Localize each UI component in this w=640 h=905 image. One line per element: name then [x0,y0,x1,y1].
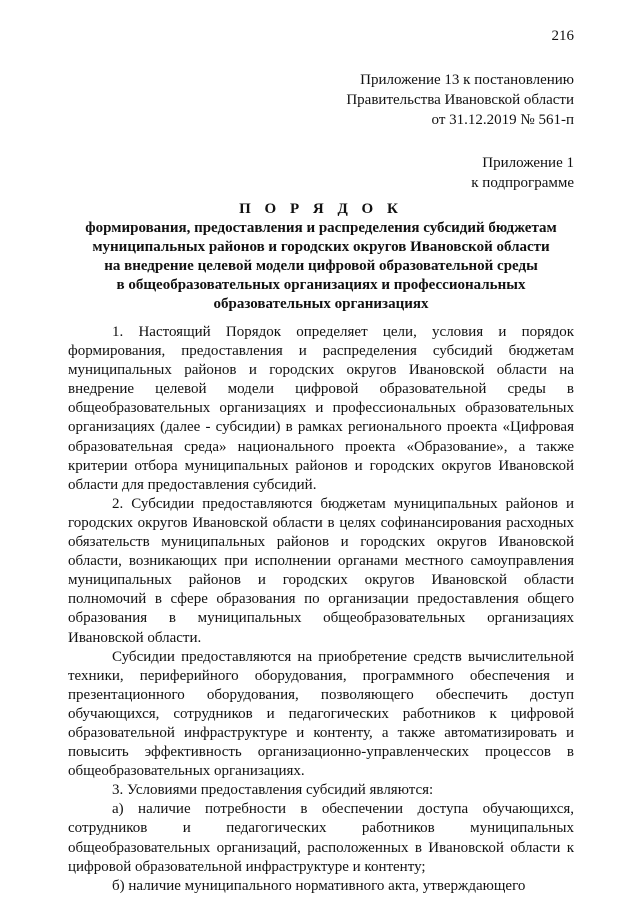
page-number: 216 [551,28,574,44]
document-heading [68,200,574,314]
heading-line: в общеобразовательных организациях и профессиональных [116,277,526,293]
annex-1-header [300,153,574,193]
annex-13-line-3: от 31.12.2019 № 561-п [431,112,574,128]
heading-line: образовательных организациях [213,296,429,312]
annex-1-line-1: Приложение 1 [482,155,574,171]
heading-line: на внедрение целевой модели цифровой образовательной среды [104,258,538,274]
annex-13-line-1: Приложение 13 к постановлению [360,72,574,88]
heading-line: формирования, предоставления и распределения субсидий бюджетам [85,220,557,236]
document-title: П О Р Я Д О К [239,201,403,217]
annex-1-line-2: к подпрограмме [471,175,574,191]
annex-13-header [300,70,574,130]
heading-line: муниципальных районов и городских округов Ивановской области [92,239,550,255]
paragraph-3: 3. Условиями предоставления субсидий являются: [112,782,434,799]
paragraph-3b: б) наличие муниципального нормативного акта, утверждающего [112,877,526,894]
paragraph-3a: а) наличие потребности в обеспечении доступа обучающихся, сотрудников и педагогических работников муниципальных общеобразовательных организаций, расположенных в Ивановской области к цифровой образовательной инфраструктуре и контенту; [68,801,574,875]
paragraph-subsidy-purpose: Субсидии предоставляются на приобретение средств вычислительной техники, периферийного оборудования, программного обеспечения и презентационного оборудования, позволяющего обеспечить доступ обучающихся, сотрудников и педагогических работников к цифровой образовательной инфраструктуре и контенту, а также автоматизировать и повысить эффективность организационно-управленческих процессов в общеобразовательных организациях. [68,648,574,780]
paragraph-2: 2. Субсидии предоставляются бюджетам муниципальных районов и городских округов Ивановской области в целях софинансирования расходных обязательств муниципальных районов и городских округов Ивановской области, возникающих при исполнении органами местного самоуправления муниципальных районов и городских округов Ивановской области полномочий в сфере образования по организации предоставления общего образования в муниципальных общеобразовательных организациях Ивановской области. [68,495,574,646]
document-body [68,323,574,896]
annex-13-line-2: Правительства Ивановской области [346,92,574,108]
paragraph-1: 1. Настоящий Порядок определяет цели, условия и порядок формирования, предоставления и распределения субсидий бюджетам муниципальных районов и городских округов Ивановской области на внедрение целевой модели цифровой образовательной среды в общеобразовательных организациях и профессиональных образовательных организациях (далее - субсидии) в рамках регионального проекта «Цифровая образовательная среда» национального проекта «Образование», а также критерии отбора муниципальных районов и городских округов Ивановской области для предоставления субсидий. [68,324,574,493]
